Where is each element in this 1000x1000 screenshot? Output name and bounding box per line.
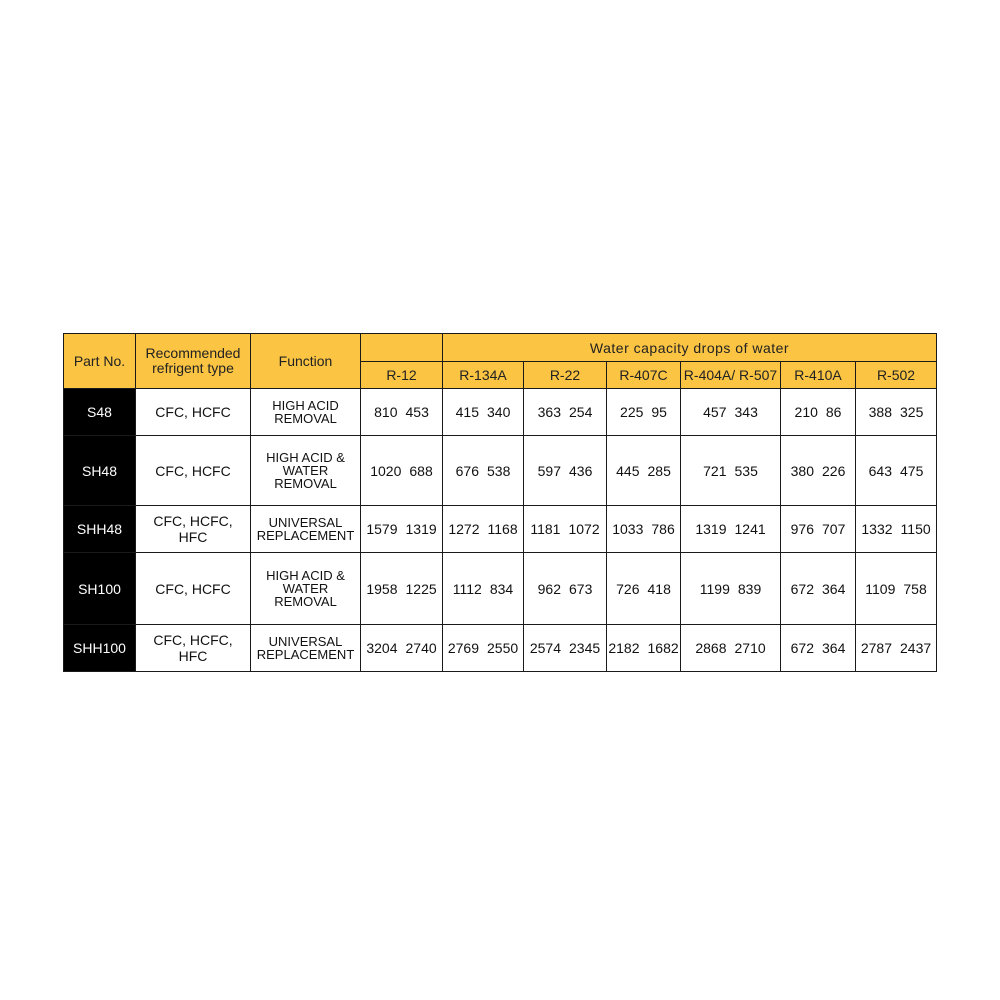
value-b: 1225	[405, 580, 437, 597]
value-a: 721	[703, 462, 727, 479]
value-a: 676	[455, 462, 479, 479]
value-b: 95	[651, 404, 667, 420]
value-a: 415	[455, 404, 479, 420]
value-a: 2787	[860, 640, 892, 656]
value-r502	[856, 506, 937, 553]
header-water-capacity: Water capacity drops of water	[443, 334, 937, 362]
value-a: 225	[620, 404, 644, 420]
refrigerant-line1: CFC, HCFC	[155, 404, 231, 420]
value-b: 1241	[734, 521, 766, 537]
value-a: 380	[790, 462, 814, 479]
value-a: 445	[616, 462, 640, 479]
value-r134a	[443, 625, 524, 672]
value-a: 1020	[370, 462, 402, 479]
value-r407c	[607, 553, 681, 625]
value-a: 976	[790, 521, 814, 537]
function-line1: HIGH ACID &	[266, 568, 345, 583]
value-b: 839	[737, 580, 762, 597]
value-r407c	[607, 506, 681, 553]
function	[251, 506, 361, 553]
value-r12	[361, 506, 443, 553]
value-r407c	[607, 436, 681, 506]
function	[251, 436, 361, 506]
value-b: 535	[734, 462, 758, 479]
function-line2: REMOVAL	[274, 411, 337, 426]
value-a: 457	[703, 404, 727, 420]
value-b: 436	[569, 462, 593, 479]
refrigerant-line2: HFC	[178, 529, 208, 545]
part-number: S48	[64, 389, 136, 436]
refrigerant-type	[136, 506, 251, 553]
value-r502	[856, 625, 937, 672]
table-row	[64, 389, 937, 436]
refrigerant-type	[136, 553, 251, 625]
value-a: 643	[868, 462, 892, 479]
value-r404a-r507	[681, 436, 781, 506]
value-r404a-r507	[681, 625, 781, 672]
value-b: 254	[569, 404, 593, 420]
value-a: 1579	[366, 521, 398, 537]
value-b: 2740	[405, 640, 437, 656]
value-r410a	[781, 553, 856, 625]
table-row	[64, 436, 937, 506]
value-r407c	[607, 625, 681, 672]
value-r12	[361, 389, 443, 436]
function-line3: REMOVAL	[274, 476, 337, 491]
value-r134a	[443, 436, 524, 506]
value-r404a-r507	[681, 389, 781, 436]
value-r134a	[443, 506, 524, 553]
value-a: 2868	[695, 640, 727, 656]
function-line2: WATER	[282, 463, 329, 478]
value-b: 2710	[734, 640, 766, 656]
header-refrigerant-type	[136, 334, 251, 389]
value-r502	[856, 389, 937, 436]
value-b: 2550	[487, 640, 519, 656]
value-a: 388	[868, 404, 892, 420]
value-b: 786	[651, 521, 675, 537]
value-b: 2345	[569, 640, 601, 656]
header-r407c: R-407C	[607, 362, 681, 389]
value-a: 2182	[608, 640, 640, 656]
value-b: 538	[487, 462, 511, 479]
header-r502: R-502	[856, 362, 937, 389]
value-b: 2437	[900, 640, 932, 656]
header-r22: R-22	[524, 362, 607, 389]
value-a: 672	[790, 640, 814, 656]
header-part-no: Part No.	[64, 334, 136, 389]
value-r404a-r507	[681, 553, 781, 625]
value-r22	[524, 625, 607, 672]
header-r12: R-12	[361, 362, 443, 389]
value-b: 1150	[900, 521, 931, 537]
value-b: 673	[569, 580, 593, 597]
header-r410a: R-410A	[781, 362, 856, 389]
value-a: 1332	[861, 521, 893, 537]
header-refrigerant-line1: Recommended	[145, 345, 241, 361]
water-capacity-table	[63, 333, 937, 672]
function	[251, 625, 361, 672]
value-b: 285	[647, 462, 671, 479]
value-r22	[524, 389, 607, 436]
part-number: SH48	[64, 436, 136, 506]
value-a: 2769	[447, 640, 479, 656]
value-r134a	[443, 553, 524, 625]
value-r410a	[781, 436, 856, 506]
header-r134a: R-134A	[443, 362, 524, 389]
function	[251, 389, 361, 436]
value-r410a	[781, 506, 856, 553]
value-a: 1033	[612, 521, 644, 537]
value-a: 1112	[452, 580, 482, 597]
header-blank	[361, 334, 443, 362]
value-b: 834	[489, 580, 514, 597]
refrigerant-line1: CFC, HCFC,	[153, 632, 233, 648]
function-line1: UNIVERSAL	[268, 634, 343, 649]
part-number: SHH48	[64, 506, 136, 553]
value-b: 688	[409, 462, 433, 479]
value-r502	[856, 436, 937, 506]
value-a: 1319	[695, 521, 727, 537]
value-r22	[524, 553, 607, 625]
value-r410a	[781, 625, 856, 672]
table-row	[64, 553, 937, 625]
value-a: 672	[790, 580, 814, 597]
value-a: 3204	[366, 640, 398, 656]
refrigerant-type	[136, 436, 251, 506]
value-b: 1319	[405, 521, 437, 537]
refrigerant-type	[136, 625, 251, 672]
value-r134a	[443, 389, 524, 436]
value-b: 758	[903, 580, 927, 597]
header-r404a-r507: R-404A/ R-507	[681, 362, 781, 389]
value-b: 1168	[487, 521, 518, 537]
table-row	[64, 625, 937, 672]
value-r22	[524, 436, 607, 506]
value-a: 1272	[448, 521, 480, 537]
refrigerant-type	[136, 389, 251, 436]
value-b: 707	[822, 521, 846, 537]
function-line2: REPLACEMENT	[256, 647, 355, 662]
value-r12	[361, 436, 443, 506]
value-b: 1072	[568, 521, 600, 537]
value-a: 597	[537, 462, 561, 479]
refrigerant-line2: HFC	[178, 648, 208, 664]
value-b: 226	[822, 462, 846, 479]
value-b: 364	[822, 580, 846, 597]
value-b: 453	[405, 404, 429, 420]
value-a: 1181	[530, 521, 561, 537]
value-a: 2574	[529, 640, 561, 656]
value-b: 475	[900, 462, 924, 479]
value-a: 210	[794, 404, 818, 420]
part-number: SH100	[64, 553, 136, 625]
function-line3: REMOVAL	[274, 594, 337, 609]
value-b: 1682	[647, 640, 679, 656]
value-a: 1109	[865, 580, 896, 597]
value-b: 86	[825, 404, 842, 420]
value-r407c	[607, 389, 681, 436]
function-line1: HIGH ACID	[272, 398, 339, 413]
value-a: 962	[537, 580, 561, 597]
header-refrigerant-line2: refrigent type	[152, 360, 234, 376]
refrigerant-line1: CFC, HCFC,	[153, 513, 233, 529]
value-r410a	[781, 389, 856, 436]
value-a: 363	[537, 404, 561, 420]
function-line2: REPLACEMENT	[256, 528, 355, 543]
value-b: 343	[734, 404, 758, 420]
refrigerant-line1: CFC, HCFC	[155, 580, 231, 597]
value-a: 726	[616, 580, 640, 597]
refrigerant-line1: CFC, HCFC	[155, 462, 231, 479]
table-row	[64, 506, 937, 553]
value-r502	[856, 553, 937, 625]
value-a: 810	[374, 404, 398, 420]
function-line1: UNIVERSAL	[268, 515, 343, 530]
value-b: 340	[487, 404, 511, 420]
part-number: SHH100	[64, 625, 136, 672]
value-r404a-r507	[681, 506, 781, 553]
value-r12	[361, 553, 443, 625]
function-line1: HIGH ACID &	[266, 450, 345, 465]
value-a: 1199	[699, 580, 730, 597]
value-b: 325	[900, 404, 924, 420]
function	[251, 553, 361, 625]
value-b: 418	[647, 580, 671, 597]
value-b: 364	[822, 640, 846, 656]
value-r12	[361, 625, 443, 672]
header-function: Function	[251, 334, 361, 389]
value-a: 1958	[366, 580, 398, 597]
function-line2: WATER	[282, 581, 329, 596]
value-r22	[524, 506, 607, 553]
